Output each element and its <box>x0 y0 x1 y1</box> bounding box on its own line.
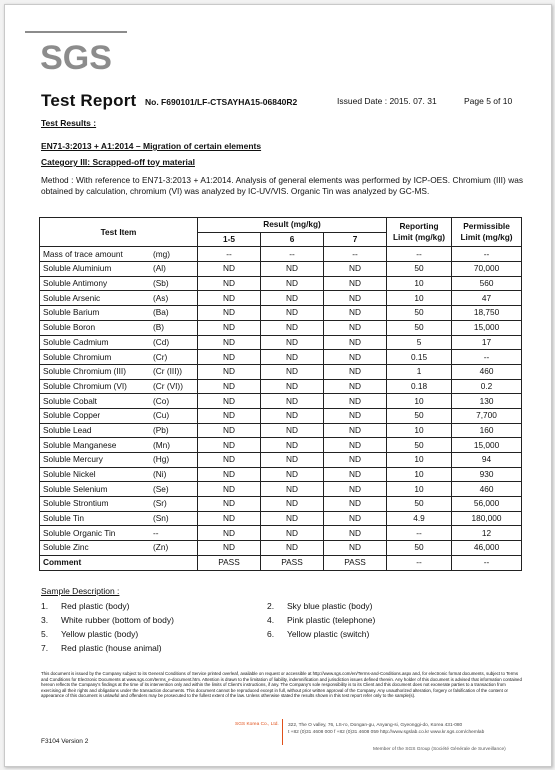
result-cell-2: ND <box>261 320 324 335</box>
result-cell-3: ND <box>324 438 387 453</box>
result-cell-3: ND <box>324 291 387 306</box>
result-cell-2: ND <box>261 408 324 423</box>
test-item-symbol: (Co) <box>153 395 170 406</box>
result-cell-3: ND <box>324 453 387 468</box>
test-item-symbol: (Sn) <box>153 513 169 524</box>
page-number: Page 5 of 10 <box>464 96 513 106</box>
permissible-limit-cell: 7,700 <box>452 408 522 423</box>
reporting-limit-cell: 5 <box>387 335 452 350</box>
sample-item <box>267 599 375 613</box>
footer-divider <box>282 719 283 745</box>
test-item-symbol: (Hg) <box>153 454 170 465</box>
test-item-name: Soluble Lead <box>43 424 92 435</box>
result-cell-2: ND <box>261 262 324 277</box>
test-item-symbol: (As) <box>153 292 169 303</box>
test-item-name: Soluble Nickel <box>43 469 96 480</box>
permissible-limit-cell: 160 <box>452 423 522 438</box>
permissible-limit-cell: 18,750 <box>452 306 522 321</box>
result-cell-1: ND <box>198 541 261 556</box>
permissible-limit-cell: 15,000 <box>452 438 522 453</box>
result-cell-1: ND <box>198 511 261 526</box>
result-cell-3: ND <box>324 541 387 556</box>
header-permissible-limit: Permissible Limit (mg/kg) <box>452 218 522 247</box>
permissible-limit-cell: 56,000 <box>452 497 522 512</box>
table-row <box>40 423 522 438</box>
sample-list-right <box>267 599 375 641</box>
test-item-symbol: (Pb) <box>153 424 169 435</box>
result-cell-3: ND <box>324 423 387 438</box>
sample-text: Red plastic (body) <box>61 601 130 611</box>
test-item-cell <box>40 541 198 556</box>
test-item-symbol: (Cr (VI)) <box>153 380 183 391</box>
test-item-symbol: (Ba) <box>153 307 169 318</box>
table-row <box>40 247 522 262</box>
result-cell-2: ND <box>261 306 324 321</box>
header-test-item: Test Item <box>40 218 198 247</box>
test-item-cell <box>40 423 198 438</box>
test-item-cell <box>40 247 198 262</box>
sample-item <box>41 627 174 641</box>
test-item-cell <box>40 482 198 497</box>
result-cell-2: ND <box>261 453 324 468</box>
permissible-limit-cell: 460 <box>452 364 522 379</box>
reporting-limit-cell: 10 <box>387 467 452 482</box>
test-item-cell <box>40 394 198 409</box>
reporting-limit-cell: 50 <box>387 541 452 556</box>
table-row <box>40 541 522 556</box>
issued-date: Issued Date : 2015. 07. 31 <box>337 96 437 106</box>
result-cell-3: ND <box>324 511 387 526</box>
test-item-cell <box>40 438 198 453</box>
result-cell-3: ND <box>324 262 387 277</box>
test-item-name: Soluble Boron <box>43 322 96 333</box>
result-cell-1: -- <box>198 247 261 262</box>
test-item-symbol: (Al) <box>153 263 166 274</box>
reporting-limit-cell: 50 <box>387 408 452 423</box>
test-item-name: Soluble Cobalt <box>43 395 97 406</box>
sample-index: 2. <box>267 601 275 611</box>
footer-address-line1: 322, The O valley, 76, LS-ro, Dongan-gu, Anyang-si, Gyeonggi-do, Korea 431-080 <box>288 723 463 728</box>
result-cell-2: ND <box>261 394 324 409</box>
result-cell-1: ND <box>198 526 261 541</box>
result-cell-3: ND <box>324 467 387 482</box>
test-item-symbol: (Sb) <box>153 278 169 289</box>
results-table <box>39 217 522 571</box>
test-item-cell <box>40 497 198 512</box>
result-cell-2: ND <box>261 511 324 526</box>
sample-index: 4. <box>267 615 275 625</box>
result-cell-2: ND <box>261 379 324 394</box>
test-item-symbol: (Zn) <box>153 542 169 553</box>
sample-text: Sky blue plastic (body) <box>287 601 373 611</box>
table-row <box>40 262 522 277</box>
result-cell-1: ND <box>198 320 261 335</box>
table-header-row <box>40 218 522 233</box>
result-cell-3: ND <box>324 320 387 335</box>
test-item-cell <box>40 320 198 335</box>
test-item-cell <box>40 511 198 526</box>
result-cell-3: ND <box>324 497 387 512</box>
result-cell-2: ND <box>261 291 324 306</box>
sample-index: 3. <box>41 615 49 625</box>
permissible-limit-cell: 560 <box>452 276 522 291</box>
comment-reporting-limit: -- <box>387 555 452 570</box>
table-row <box>40 497 522 512</box>
results-heading: Test Results : <box>41 118 97 128</box>
header-result-col-2: 6 <box>261 232 324 247</box>
result-cell-3: ND <box>324 408 387 423</box>
table-row <box>40 364 522 379</box>
comment-cell-1: PASS <box>198 555 261 570</box>
result-cell-1: ND <box>198 467 261 482</box>
sample-item <box>41 613 174 627</box>
result-cell-3: ND <box>324 364 387 379</box>
reporting-limit-cell: 50 <box>387 497 452 512</box>
sample-text: Pink plastic (telephone) <box>287 615 376 625</box>
result-cell-1: ND <box>198 453 261 468</box>
comment-cell-3: PASS <box>324 555 387 570</box>
result-cell-3: -- <box>324 247 387 262</box>
result-cell-3: ND <box>324 394 387 409</box>
test-item-symbol: (Ni) <box>153 469 167 480</box>
result-cell-1: ND <box>198 306 261 321</box>
reporting-limit-cell: 50 <box>387 306 452 321</box>
table-row <box>40 438 522 453</box>
reporting-limit-cell: 50 <box>387 438 452 453</box>
sample-index: 7. <box>41 643 49 653</box>
reporting-limit-cell: 50 <box>387 262 452 277</box>
report-page <box>4 4 552 767</box>
result-cell-3: ND <box>324 482 387 497</box>
sample-item <box>41 599 174 613</box>
sample-text: Red plastic (house animal) <box>61 643 162 653</box>
reporting-limit-cell: -- <box>387 247 452 262</box>
result-cell-3: ND <box>324 306 387 321</box>
test-item-cell <box>40 379 198 394</box>
reporting-limit-cell: 50 <box>387 320 452 335</box>
test-item-cell <box>40 467 198 482</box>
result-cell-1: ND <box>198 379 261 394</box>
test-item-cell <box>40 276 198 291</box>
test-item-name: Soluble Aluminium <box>43 263 112 274</box>
reporting-limit-cell: 10 <box>387 291 452 306</box>
footer-company: SGS Korea Co., Ltd. <box>235 722 279 727</box>
comment-cell-2: PASS <box>261 555 324 570</box>
test-item-cell <box>40 291 198 306</box>
sample-item <box>267 627 375 641</box>
permissible-limit-cell: 0.2 <box>452 379 522 394</box>
test-item-symbol: (Sr) <box>153 498 167 509</box>
header-reporting-limit: Reporting Limit (mg/kg) <box>387 218 452 247</box>
permissible-limit-cell: -- <box>452 247 522 262</box>
test-item-name: Soluble Manganese <box>43 439 117 450</box>
table-row <box>40 320 522 335</box>
category-heading: Category III: Scrapped-off toy material <box>41 157 195 167</box>
header-result-col-1: 1-5 <box>198 232 261 247</box>
test-item-symbol: (Cr) <box>153 351 168 362</box>
test-item-name: Soluble Selenium <box>43 483 108 494</box>
table-row <box>40 511 522 526</box>
table-row <box>40 526 522 541</box>
test-item-symbol: (mg) <box>153 248 171 259</box>
table-row <box>40 379 522 394</box>
result-cell-2: ND <box>261 276 324 291</box>
sample-index: 5. <box>41 629 49 639</box>
test-item-name: Soluble Chromium (VI) <box>43 380 127 391</box>
reporting-limit-cell: 1 <box>387 364 452 379</box>
table-row <box>40 276 522 291</box>
table-row <box>40 306 522 321</box>
disclaimer-text: This document is issued by the Company subject to its General Conditions of Service printed overleaf, available on request or accessible at http://www.sgs.com/en/Terms-and-Conditions.aspx and, for electronic format documents, subject to Terms and Conditions for Electronic Documents at www.sgs.com/terms_e-document.htm. Attention is drawn to the limitation of liability, indemnification and jurisdiction issues defined therein. Any holder of this document is advised that information contained hereon reflects the Company's findings at the time of its intervention only and within the limits of Client's instructions, if any. The Company's sole responsibility is to its Client and this document does not exonerate parties to a transaction from exercising all their rights and obligations under the transaction documents. This document cannot be reproduced except in full, without prior written approval of the Company. Any unauthorized alteration, forgery or falsification of the content or appearance of this document is unlawful and offenders may be prosecuted to the fullest extent of the law. Unless otherwise stated the results shown in this test report refer only to the sample(s). <box>41 671 522 699</box>
result-cell-1: ND <box>198 408 261 423</box>
test-item-cell <box>40 526 198 541</box>
table-row <box>40 291 522 306</box>
table-row <box>40 408 522 423</box>
sample-item <box>41 641 174 655</box>
footer-address-line2: t +82 (0)31 4608 000 f +82 (0)31 4608 059 http://www.sgslab.co.kr www.kr.sgs.com/chemlab <box>288 730 485 735</box>
result-cell-2: ND <box>261 497 324 512</box>
result-cell-1: ND <box>198 438 261 453</box>
table-row <box>40 335 522 350</box>
test-item-name: Soluble Zinc <box>43 542 89 553</box>
reporting-limit-cell: 10 <box>387 423 452 438</box>
result-cell-1: ND <box>198 350 261 365</box>
reporting-limit-cell: 0.15 <box>387 350 452 365</box>
result-cell-3: ND <box>324 276 387 291</box>
permissible-limit-cell: 94 <box>452 453 522 468</box>
test-item-symbol: (B) <box>153 322 165 333</box>
sgs-logo <box>25 21 127 77</box>
reporting-limit-cell: -- <box>387 526 452 541</box>
result-cell-1: ND <box>198 394 261 409</box>
table-row <box>40 453 522 468</box>
result-cell-1: ND <box>198 423 261 438</box>
test-item-cell <box>40 335 198 350</box>
result-cell-2: ND <box>261 438 324 453</box>
test-item-cell <box>40 306 198 321</box>
result-cell-1: ND <box>198 276 261 291</box>
test-item-name: Soluble Organic Tin <box>43 527 116 538</box>
test-item-name: Soluble Copper <box>43 410 101 421</box>
permissible-limit-cell: 130 <box>452 394 522 409</box>
result-cell-2: -- <box>261 247 324 262</box>
result-cell-2: ND <box>261 482 324 497</box>
sample-index: 1. <box>41 601 49 611</box>
permissible-limit-cell: 47 <box>452 291 522 306</box>
sample-item <box>267 613 375 627</box>
test-item-name: Soluble Barium <box>43 307 100 318</box>
test-item-cell <box>40 364 198 379</box>
test-item-symbol: (Cr (III)) <box>153 366 183 377</box>
comment-permissible-limit: -- <box>452 555 522 570</box>
sample-index: 6. <box>267 629 275 639</box>
test-item-name: Soluble Mercury <box>43 454 103 465</box>
test-item-name: Soluble Cadmium <box>43 336 109 347</box>
reporting-limit-cell: 4.9 <box>387 511 452 526</box>
result-cell-2: ND <box>261 350 324 365</box>
permissible-limit-cell: 180,000 <box>452 511 522 526</box>
permissible-limit-cell: 70,000 <box>452 262 522 277</box>
sample-list-left <box>41 599 174 655</box>
result-cell-3: ND <box>324 350 387 365</box>
result-cell-2: ND <box>261 423 324 438</box>
sample-text: Yellow plastic (switch) <box>287 629 370 639</box>
result-cell-3: ND <box>324 379 387 394</box>
test-item-cell <box>40 262 198 277</box>
sample-description-heading: Sample Description : <box>41 586 120 596</box>
test-item-symbol: (Se) <box>153 483 169 494</box>
footer-address <box>288 722 484 736</box>
section-heading: EN71-3:2013 + A1:2014 – Migration of certain elements <box>41 141 262 151</box>
report-number: No. F690101/LF-CTSAYHA15-06840R2 <box>145 97 298 107</box>
reporting-limit-cell: 10 <box>387 453 452 468</box>
test-item-symbol: (Cu) <box>153 410 170 421</box>
result-cell-1: ND <box>198 364 261 379</box>
comment-label: Comment <box>40 555 198 570</box>
result-cell-2: ND <box>261 335 324 350</box>
header-result-col-3: 7 <box>324 232 387 247</box>
result-cell-1: ND <box>198 497 261 512</box>
table-body <box>40 247 522 570</box>
permissible-limit-cell: 17 <box>452 335 522 350</box>
permissible-limit-cell: 12 <box>452 526 522 541</box>
permissible-limit-cell: 460 <box>452 482 522 497</box>
test-item-symbol: (Mn) <box>153 439 171 450</box>
svg-text:SGS: SGS <box>40 39 112 77</box>
sample-text: Yellow plastic (body) <box>61 629 139 639</box>
method-text: Method : With reference to EN71-3:2013 + A1:2014. Analysis of general elements was performed by ICP-OES. Chromium (III) was obtained by calculation, chromium (VI) was analyzed by IC-UV/VIS. Organic Tin was analyzed by GC-MS. <box>41 175 523 196</box>
table-row <box>40 482 522 497</box>
test-item-cell <box>40 453 198 468</box>
test-item-name: Soluble Tin <box>43 513 85 524</box>
test-item-name: Mass of trace amount <box>43 248 123 259</box>
comment-row <box>40 555 522 570</box>
test-item-name: Soluble Strontium <box>43 498 109 509</box>
test-item-cell <box>40 408 198 423</box>
form-version: F3104 Version 2 <box>41 738 89 745</box>
permissible-limit-cell: 930 <box>452 467 522 482</box>
permissible-limit-cell: 46,000 <box>452 541 522 556</box>
test-item-cell <box>40 350 198 365</box>
result-cell-2: ND <box>261 526 324 541</box>
header-result: Result (mg/kg) <box>198 218 387 233</box>
table-row <box>40 467 522 482</box>
sample-text: White rubber (bottom of body) <box>61 615 174 625</box>
permissible-limit-cell: -- <box>452 350 522 365</box>
test-item-name: Soluble Chromium (III) <box>43 366 126 377</box>
reporting-limit-cell: 10 <box>387 482 452 497</box>
table-row <box>40 394 522 409</box>
result-cell-1: ND <box>198 291 261 306</box>
table-row <box>40 350 522 365</box>
permissible-limit-cell: 15,000 <box>452 320 522 335</box>
report-title: Test Report <box>41 91 137 110</box>
test-item-symbol: -- <box>153 527 159 538</box>
result-cell-1: ND <box>198 335 261 350</box>
reporting-limit-cell: 0.18 <box>387 379 452 394</box>
reporting-limit-cell: 10 <box>387 394 452 409</box>
test-item-symbol: (Cd) <box>153 336 170 347</box>
test-item-name: Soluble Arsenic <box>43 292 101 303</box>
result-cell-3: ND <box>324 335 387 350</box>
result-cell-3: ND <box>324 526 387 541</box>
reporting-limit-cell: 10 <box>387 276 452 291</box>
result-cell-1: ND <box>198 482 261 497</box>
test-item-name: Soluble Chromium <box>43 351 112 362</box>
test-item-name: Soluble Antimony <box>43 278 108 289</box>
result-cell-2: ND <box>261 364 324 379</box>
footer-member-note: Member of the SGS Group (Société Générale de Surveillance) <box>373 747 506 752</box>
result-cell-1: ND <box>198 262 261 277</box>
result-cell-2: ND <box>261 541 324 556</box>
result-cell-2: ND <box>261 467 324 482</box>
